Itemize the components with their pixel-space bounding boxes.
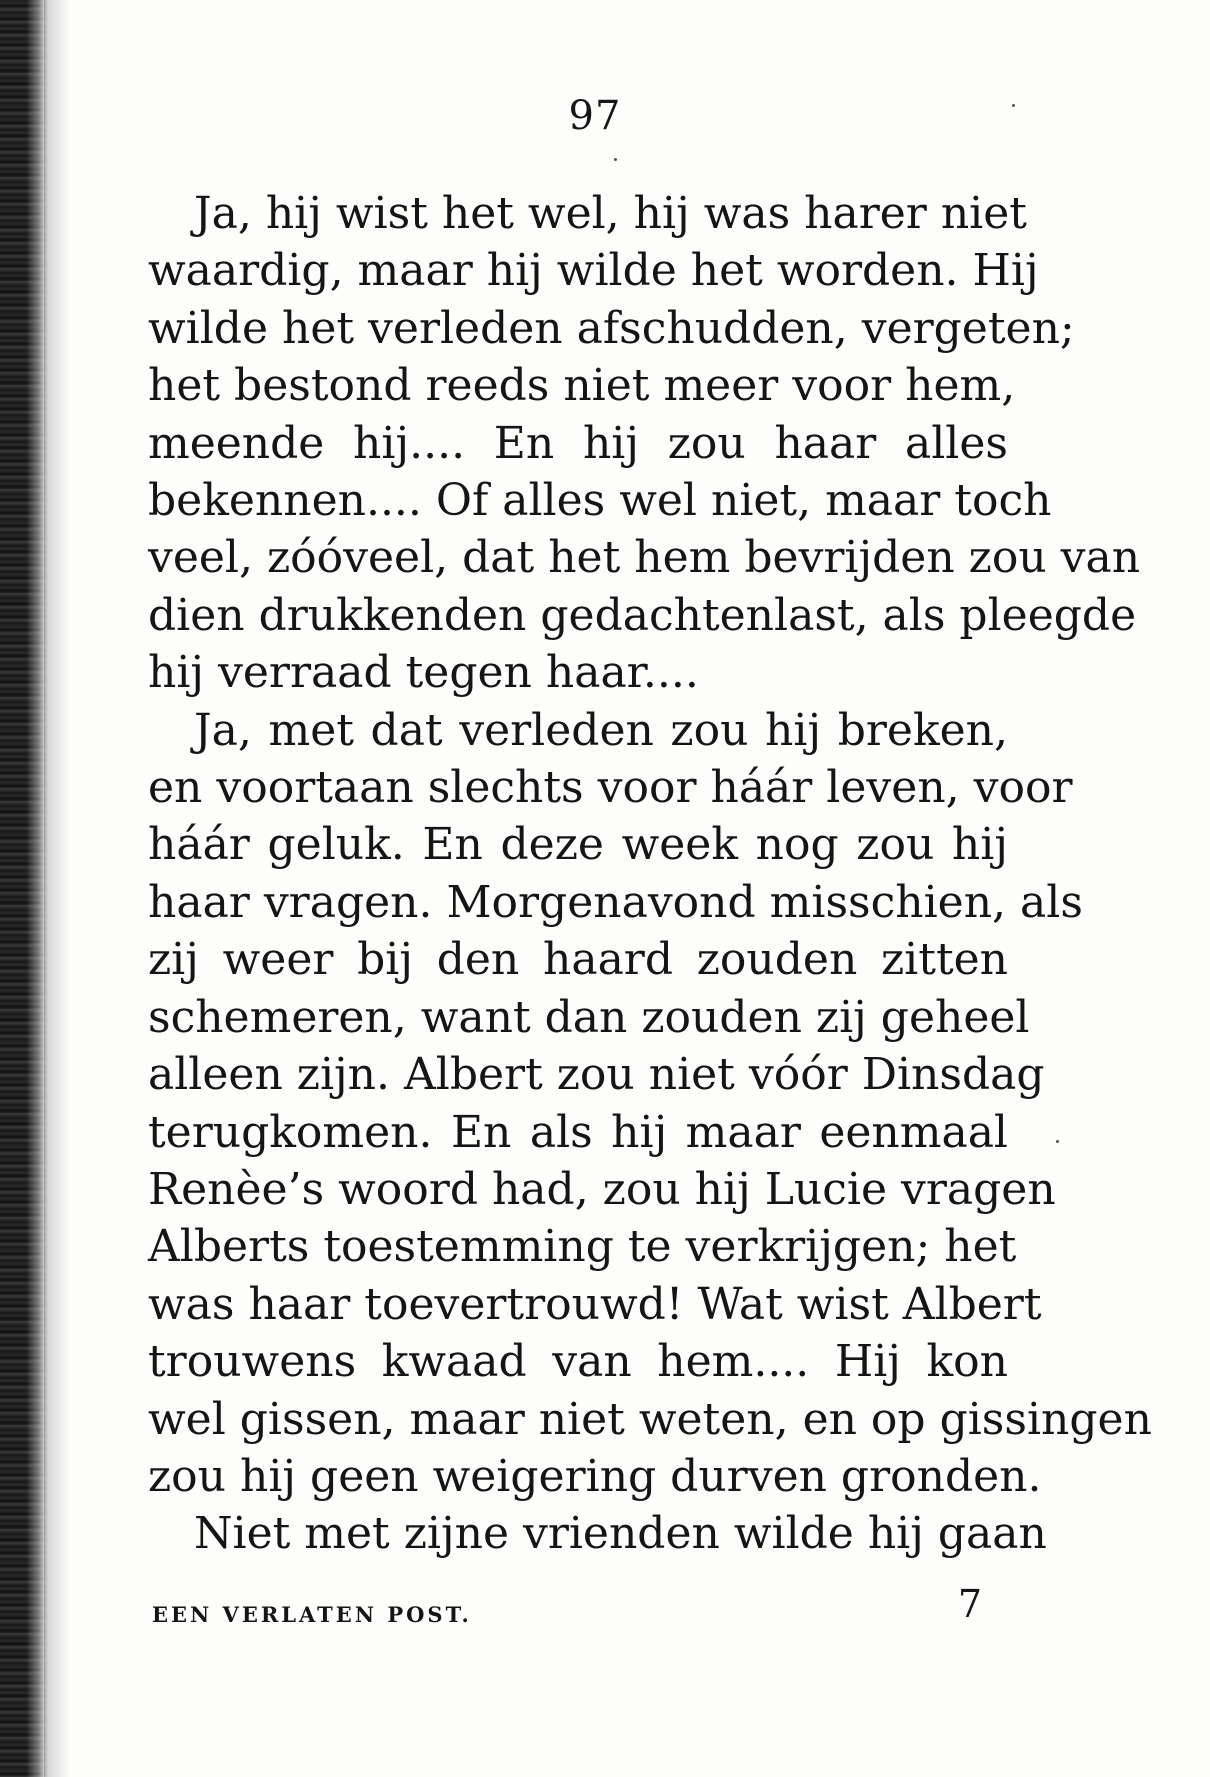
text-line: Ja, hij wist het wel, hij was harer niet	[194, 188, 1027, 239]
text-line: Ja, met dat verleden zou hij breken,	[194, 704, 1008, 756]
text-line: Niet met zijne vrienden wilde hij gaan	[194, 1508, 1047, 1560]
body-text	[148, 185, 1152, 1563]
text-line: wilde het verleden afschudden, vergeten;	[148, 302, 1075, 354]
text-line: dien drukkenden gedachtenlast, als pleegde	[148, 589, 1137, 641]
text-line: bekennen.... Of alles wel niet, maar toch	[148, 475, 1052, 527]
text-line: meende hij.... En hij zou haar alles	[148, 417, 1008, 469]
text-line: veel, zóóveel, dat het hem bevrijden zou van	[148, 532, 1141, 584]
binding-edge	[0, 0, 48, 1777]
page-footer	[152, 1582, 982, 1638]
text-line: en voortaan slechts voor háár leven, voor	[148, 762, 1073, 814]
text-line: alleen zijn. Albert zou niet vóór Dinsdag	[148, 1049, 1045, 1101]
text-line: wel gissen, maar niet weten, en op gissingen	[148, 1393, 1152, 1445]
binding-shadow	[44, 0, 70, 1777]
text-line: schemeren, want dan zouden zij geheel	[148, 991, 1030, 1043]
signature-number: 7	[957, 1582, 982, 1626]
text-line: trouwens kwaad van hem.... Hij kon	[148, 1336, 1008, 1388]
text-line: háár geluk. En deze week nog zou hij	[148, 819, 1008, 871]
page-number: 97	[568, 93, 622, 139]
text-line: hij verraad tegen haar....	[148, 647, 699, 699]
text-line: terugkomen. En als hij maar eenmaal	[148, 1106, 1008, 1158]
text-line: Renèe’s woord had, zou hij Lucie vragen	[148, 1163, 1056, 1215]
ink-speck	[614, 158, 617, 161]
text-line: het bestond reeds niet meer voor hem,	[148, 360, 1016, 412]
text-line: waardig, maar hij wilde het worden. Hij	[148, 245, 1039, 297]
text-line: haar vragen. Morgenavond misschien, als	[148, 876, 1083, 928]
text-line: was haar toevertrouwd! Wat wist Albert	[148, 1278, 1042, 1330]
ink-speck	[1056, 1140, 1059, 1143]
text-line: Alberts toestemming te verkrijgen; het	[148, 1221, 1017, 1273]
text-line: zij weer bij den haard zouden zitten	[148, 934, 1008, 986]
text-line: zou hij geen weigering durven gronden.	[148, 1450, 1042, 1502]
signature-mark: EEN VERLATEN POST.	[152, 1602, 472, 1627]
